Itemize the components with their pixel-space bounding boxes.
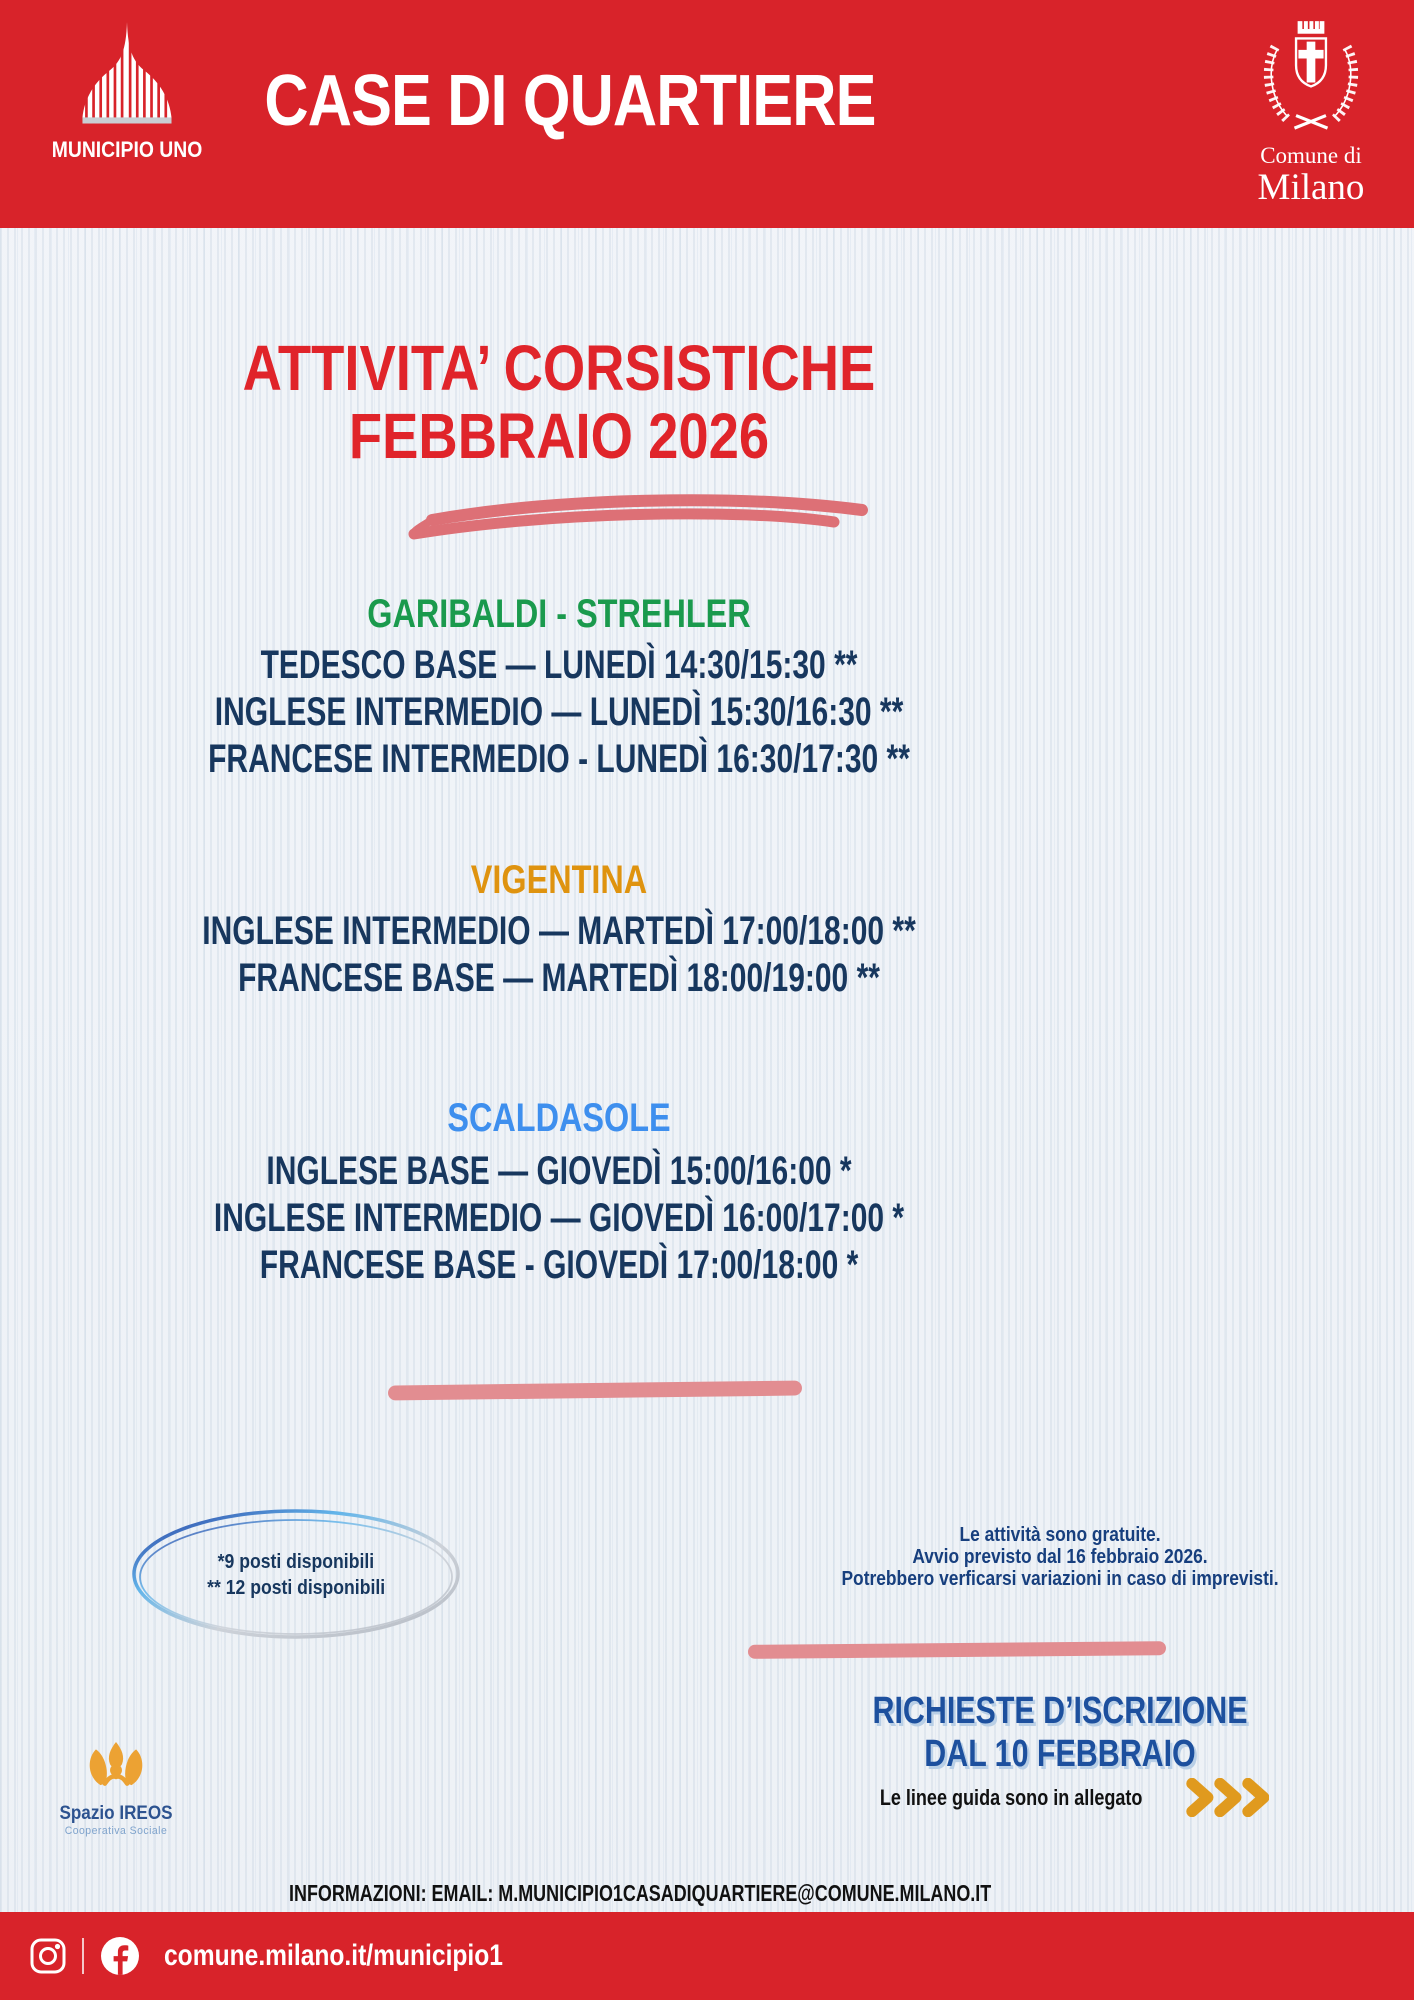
section-garibaldi-heading: GARIBALDI - STREHLER (367, 592, 751, 636)
brush-divider-right (748, 1641, 1166, 1659)
dome-icon (60, 22, 194, 129)
contact-info-line: INFORMAZIONI: EMAIL: M.MUNICIPIO1CASADIQUARTIERE@COMUNE.MILANO.IT (288, 1880, 992, 1906)
comune-milano-label-line2: Milano (1257, 167, 1365, 208)
registration-title-line1: RICHIESTE D’ISCRIZIONE (872, 1690, 1248, 1732)
course-line: FRANCESE INTERMEDIO - LUNEDÌ 16:30/17:30 ** (208, 737, 910, 781)
municipio-uno-label: MUNICIPIO UNO (51, 137, 203, 162)
ireos-figure-icon (79, 1742, 153, 1800)
poster-title-line1: ATTIVITA’ CORSISTICHE (242, 332, 876, 404)
page-title: CASE DI QUARTIERE (264, 61, 876, 141)
municipio-uno-logo (38, 22, 216, 163)
section-scaldasole-courses (0, 1148, 1118, 1289)
note-line-2: Avvio previsto dal 16 febbraio 2026. (912, 1546, 1208, 1568)
course-line: INGLESE INTERMEDIO — GIOVEDÌ 16:00/17:00 * (213, 1196, 905, 1240)
guidelines-row (782, 1778, 1338, 1817)
registration-title-line2: DAL 10 FEBBRAIO (924, 1733, 1196, 1775)
header-band (0, 0, 1414, 228)
ireos-subtitle: Cooperativa Sociale (64, 1825, 168, 1837)
course-line: INGLESE INTERMEDIO — LUNEDÌ 15:30/16:30 ** (214, 690, 904, 734)
instagram-icon (30, 1938, 66, 1974)
comune-milano-label-line1: Comune di (1260, 143, 1362, 168)
facebook-icon (100, 1936, 140, 1976)
poster-title-line1-wrap (0, 332, 1118, 404)
note-line-3: Potrebbero verficarsi variazioni in caso di imprevisti. (841, 1568, 1279, 1590)
guidelines-text: Le linee guida sono in allegato (879, 1784, 1143, 1810)
poster-title-line2-wrap (0, 400, 1118, 472)
footer-divider (82, 1938, 84, 1974)
ireos-name: Spazio IREOS (59, 1803, 173, 1824)
section-garibaldi (0, 592, 1118, 637)
availability-note-1: *9 posti disponibili (217, 1551, 375, 1573)
activity-notes (782, 1524, 1338, 1590)
spazio-ireos-logo (26, 1742, 206, 1837)
section-scaldasole (0, 1096, 1118, 1141)
brush-divider-left (388, 1380, 802, 1400)
chevron-arrows-icon (1185, 1778, 1269, 1817)
course-line: FRANCESE BASE — MARTEDÌ 18:00/19:00 ** (238, 956, 880, 1000)
comune-milano-logo (1226, 18, 1396, 206)
availability-badge (128, 1506, 464, 1644)
footer-band (0, 1912, 1414, 2000)
section-scaldasole-heading: SCALDASOLE (447, 1096, 671, 1140)
poster-title-line2: FEBBRAIO 2026 (348, 400, 770, 472)
section-vigentina-heading: VIGENTINA (470, 858, 648, 902)
section-vigentina-courses (0, 908, 1118, 1002)
section-garibaldi-courses (0, 642, 1118, 783)
footer-url: comune.milano.it/municipio1 (164, 1939, 503, 1972)
note-line-1: Le attività sono gratuite. (959, 1524, 1161, 1546)
course-line: FRANCESE BASE - GIOVEDÌ 17:00/18:00 * (259, 1243, 859, 1287)
course-line: INGLESE INTERMEDIO — MARTEDÌ 17:00/18:00 ** (202, 909, 916, 953)
availability-note-2: ** 12 posti disponibili (207, 1577, 385, 1599)
course-line: TEDESCO BASE — LUNEDÌ 14:30/15:30 ** (260, 643, 858, 687)
comune-milano-crest-icon (1252, 18, 1370, 136)
title-underline-swoosh (398, 486, 882, 550)
course-line: INGLESE BASE — GIOVEDÌ 15:00/16:00 * (266, 1149, 852, 1193)
section-vigentina (0, 858, 1118, 903)
registration-title (782, 1690, 1338, 1776)
